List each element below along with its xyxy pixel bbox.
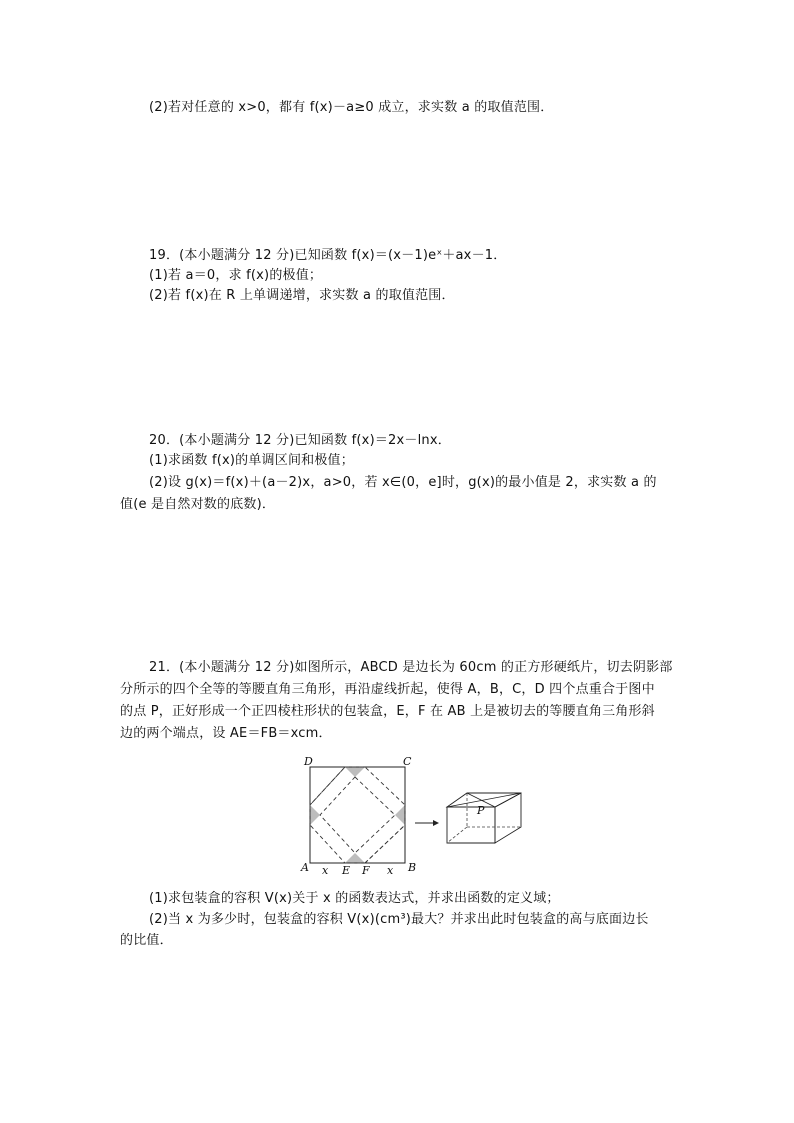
box-figure-svg — [295, 755, 535, 875]
q20-stem: 20．(本小题满分 12 分)已知函数 f(x)＝2x－lnx． — [149, 433, 451, 448]
q19-stem: 19．(本小题满分 12 分)已知函数 f(x)＝(x－1)eˣ＋ax－1． — [149, 248, 507, 263]
q21-stem-line1: 21．(本小题满分 12 分)如图所示，ABCD 是边长为 60cm 的正方形硬纸片，切去阴影部 — [149, 660, 673, 675]
q21-part1: (1)求包装盒的容积 V(x)关于 x 的函数表达式，并求出函数的定义域； — [149, 891, 560, 906]
shaded-triangle-right — [395, 805, 405, 825]
square-abcd — [310, 767, 405, 863]
q21-stem-line4: 边的两个端点，设 AE＝FB＝xcm． — [120, 726, 332, 741]
shaded-triangle-bottom — [345, 853, 365, 863]
q21-part2-line2: 的比值． — [120, 933, 173, 948]
box-solid — [447, 793, 521, 843]
label-x-left: x — [322, 864, 329, 875]
inner-dashed-diamond — [320, 777, 395, 853]
q20-part2-line1: (2)设 g(x)＝f(x)＋(a－2)x，a>0，若 x∈(0，e]时，g(x)的最小值是 2，求实数 a 的 — [149, 475, 657, 490]
q19-part2: (2)若 f(x)在 R 上单调递增，求实数 a 的取值范围． — [149, 288, 455, 303]
q20-part1: (1)求函数 f(x)的单调区间和极值； — [149, 453, 354, 468]
q21-stem-line2: 分所示的四个全等的等腰直角三角形，再沿虚线折起，使得 A，B，C，D 四个点重合于图中 — [120, 682, 655, 697]
label-B: B — [408, 861, 417, 874]
label-F: F — [362, 864, 370, 875]
arrow-head — [433, 820, 439, 826]
q20-part2-line2: 值(e 是自然对数的底数)． — [120, 497, 276, 512]
label-P: P — [477, 804, 485, 817]
label-D: D — [304, 755, 313, 768]
label-C: C — [403, 755, 412, 768]
box-hidden-edges — [447, 793, 521, 843]
outer-dashed-octagon — [310, 767, 405, 863]
q21-stem-line3: 的点 P，正好形成一个正四棱柱形状的包装盒，E，F 在 AB 上是被切去的等腰直角三角形斜 — [120, 704, 655, 719]
label-x-right: x — [387, 864, 394, 875]
label-A: A — [301, 861, 309, 874]
q18-part2: (2)若对任意的 x>0，都有 f(x)－a≥0 成立，求实数 a 的取值范围． — [149, 100, 554, 115]
label-E: E — [342, 864, 351, 875]
shaded-triangle-top — [345, 767, 365, 777]
shaded-triangle-left — [310, 805, 320, 825]
box-figure — [295, 755, 535, 875]
q21-part2-line1: (2)当 x 为多少时，包装盒的容积 V(x)(cm³)最大？并求出此时包装盒的高与底面边长 — [149, 912, 649, 927]
q19-part1: (1)若 a＝0，求 f(x)的极值； — [149, 268, 323, 283]
